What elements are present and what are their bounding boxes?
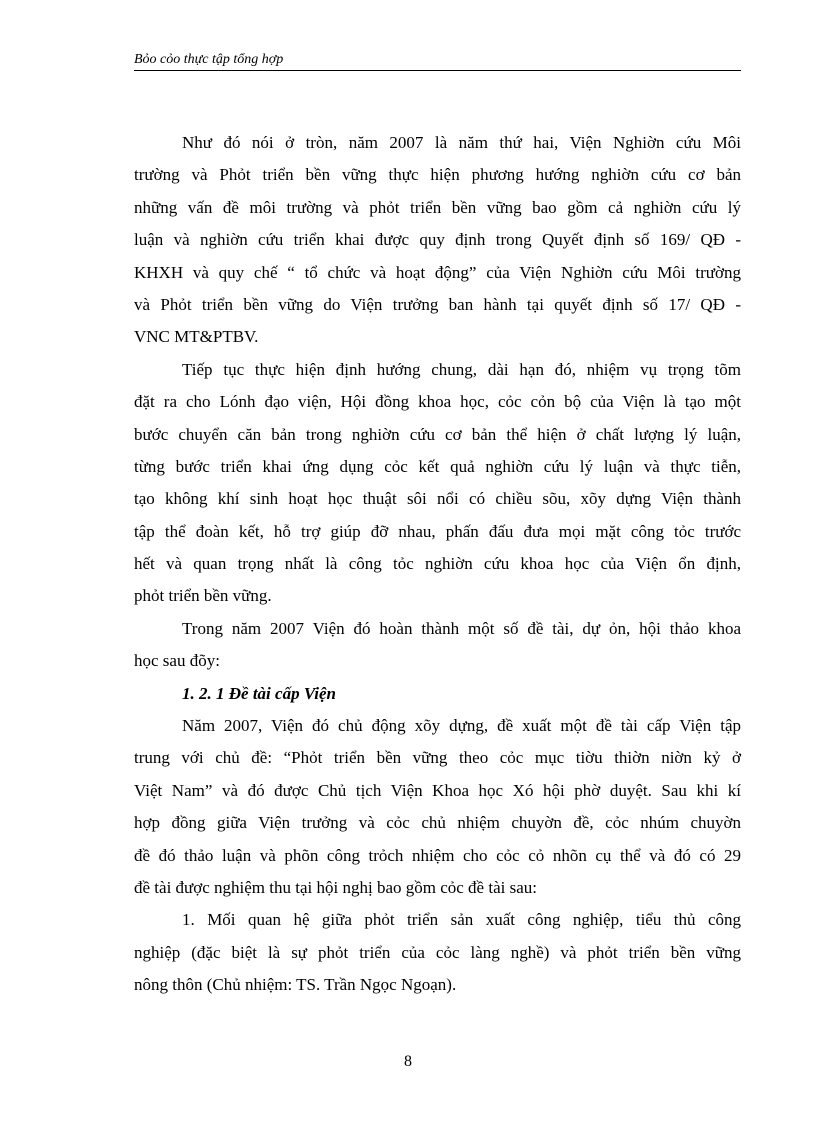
paragraph-3 [134,613,741,678]
text-line: và Phỏt triển bền vững do Viện trưởng ban hành tại quyết định số 17/ QĐ - [134,294,741,314]
text-line: phỏt triển bền vững. [134,586,272,606]
paragraph-1 [134,127,741,354]
page-header [134,50,741,71]
page-number: 8 [404,1053,412,1070]
text-line: bước chuyển căn bản trong nghiờn cứu cơ bản thể hiện ở chất lượng lý luận, [134,424,741,444]
text-line: Tiếp tục thực hiện định hướng chung, dài hạn đó, nhiệm vụ trọng tõm [182,359,741,379]
text-line: Năm 2007, Viện đó chủ động xõy dựng, đề xuất một đề tài cấp Viện tập [182,716,741,736]
header-title: Bỏo cỏo thực tập tổng hợp [134,52,284,67]
section-heading: 1. 2. 1 Đề tài cấp Viện [182,683,336,703]
text-line: nông thôn (Chủ nhiệm: TS. Trần Ngọc Ngoạn). [134,975,457,995]
text-line: VNC MT&PTBV. [134,327,259,347]
text-line: từng bước triển khai ứng dụng cỏc kết quả nghiờn cứu lý luận và thực tiễn, [134,456,741,476]
text-line: nghiệp (đặc biệt là sự phỏt triển của cỏc làng nghề) và phỏt triển bền vững [134,942,741,962]
document-body [134,127,741,1002]
paragraph-5 [134,904,741,1001]
text-line: đặt ra cho Lónh đạo viện, Hội đồng khoa học, cỏc cỏn bộ của Viện là tạo một [134,392,741,412]
text-line: KHXH và quy chế “ tổ chức và hoạt động” của Viện Nghiờn cứu Môi trường [134,262,741,282]
text-line: trường và Phỏt triển bền vững thực hiện phương hướng nghiờn cứu cơ bản [134,165,741,185]
text-line: những vấn đề môi trường và phỏt triển bền vững bao gồm cả nghiờn cứu lý [134,197,741,217]
text-line: luận và nghiờn cứu triển khai được quy định trong Quyết định số 169/ QĐ - [134,230,741,250]
text-line: Như đó nói ở tròn, năm 2007 là năm thứ hai, Viện Nghiờn cứu Môi [182,133,741,152]
text-line: Trong năm 2007 Viện đó hoàn thành một số đề tài, dự ỏn, hội thảo khoa [182,618,741,638]
text-line: đề đó thảo luận và phõn công trỏch nhiệm cho cỏc cỏ nhõn cụ thể và đó có 29 [134,845,741,865]
text-line: đề tài được nghiệm thu tại hội nghị bao gồm cỏc đề tài sau: [134,877,537,897]
text-line: Việt Nam” và đó được Chủ tịch Viện Khoa học Xó hội phờ duyệt. Sau khi kí [134,780,741,800]
text-line: trung với chủ đề: “Phỏt triển bền vững theo cỏc mục tiờu thiờn niờn kỷ ở [134,748,741,768]
paragraph-4 [134,710,741,904]
paragraph-2 [134,354,741,613]
text-line: hợp đồng giữa Viện trưởng và cỏc chủ nhiệm chuyờn đề, cỏc nhúm chuyờn [134,813,741,833]
text-line: hết và quan trọng nhất là công tỏc nghiờn cứu khoa học của Viện ổn định, [134,554,741,574]
text-line: tập thể đoàn kết, hỗ trợ giúp đỡ nhau, phấn đấu đưa mọi mặt công tỏc trước [134,521,741,541]
text-line: tạo không khí sinh hoạt học thuật sôi nổi có chiều sõu, xõy dựng Viện thành [134,489,741,509]
text-line: 1. Mối quan hệ giữa phỏt triển sản xuất công nghiệp, tiểu thủ công [182,910,741,930]
text-line: học sau đõy: [134,651,220,671]
